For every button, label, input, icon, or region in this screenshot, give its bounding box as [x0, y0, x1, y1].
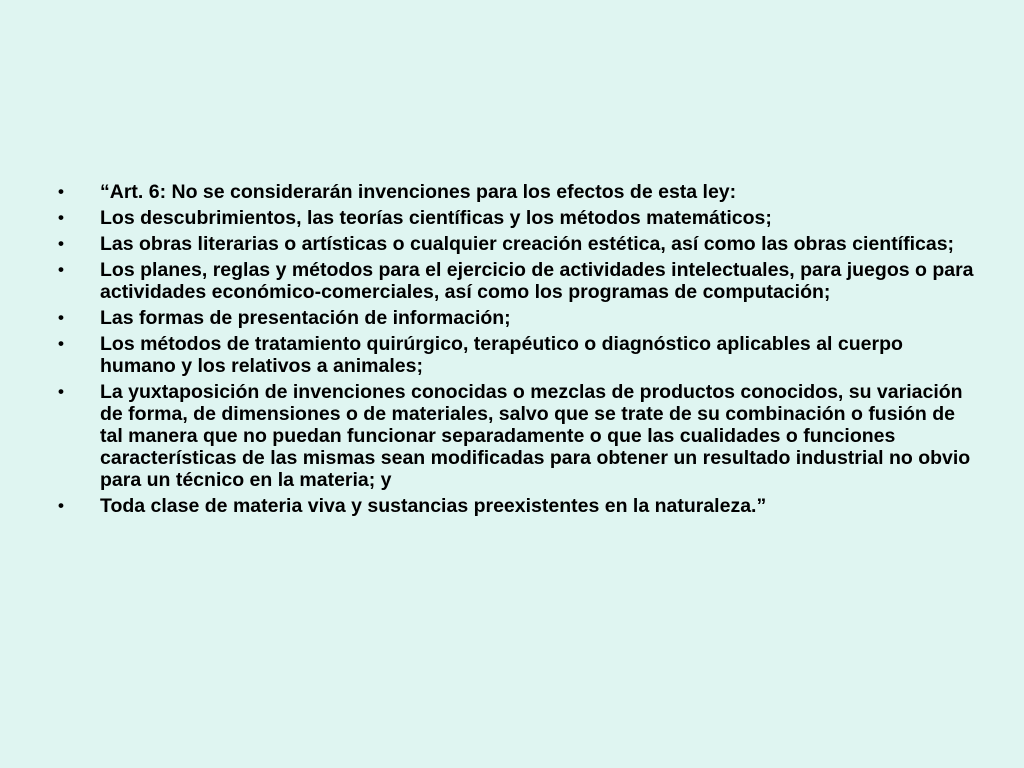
bullet-marker: • [58, 208, 64, 227]
list-item [58, 307, 978, 329]
list-item [58, 381, 978, 491]
bullet-marker: • [58, 496, 64, 515]
list-item-text: Las formas de presentación de información; [100, 307, 511, 329]
article-heading: “Art. 6: No se considerarán invenciones para los efectos de esta ley: [100, 181, 737, 203]
list-item-text: Toda clase de materia viva y sustancias preexistentes en la naturaleza.” [100, 495, 767, 517]
list-item-text: Los planes, reglas y métodos para el ejercicio de actividades intelectuales, para juegos o para actividades económico-comerciales, así como los programas de computación; [100, 259, 974, 303]
list-item [58, 333, 978, 377]
list-item [58, 207, 978, 229]
bullet-marker: • [58, 182, 64, 201]
list-item [58, 233, 978, 255]
bullet-marker: • [58, 382, 64, 401]
list-item-text: Los descubrimientos, las teorías científicas y los métodos matemáticos; [100, 207, 772, 229]
list-item [58, 259, 978, 303]
list-item [58, 495, 978, 517]
list-item-text: La yuxtaposición de invenciones conocidas o mezclas de productos conocidos, su variación de forma, de dimensiones o de materiales, salvo que se trate de su combinación o fusión de tal manera que no puedan funcionar separadamente o que las cualidades o funciones características de las mismas sean modificadas para obtener un resultado industrial no obvio para un técnico en la materia; y [100, 381, 971, 491]
bullet-marker: • [58, 308, 64, 327]
list-item [58, 181, 978, 203]
list-item-text: Las obras literarias o artísticas o cualquier creación estética, así como las obras científicas; [100, 233, 955, 255]
bullet-marker: • [58, 260, 64, 279]
bullet-marker: • [58, 334, 64, 353]
list-item-text: Los métodos de tratamiento quirúrgico, terapéutico o diagnóstico aplicables al cuerpo humano y los relativos a animales; [100, 333, 903, 377]
bullet-marker: • [58, 234, 64, 253]
bullet-list [58, 181, 978, 521]
